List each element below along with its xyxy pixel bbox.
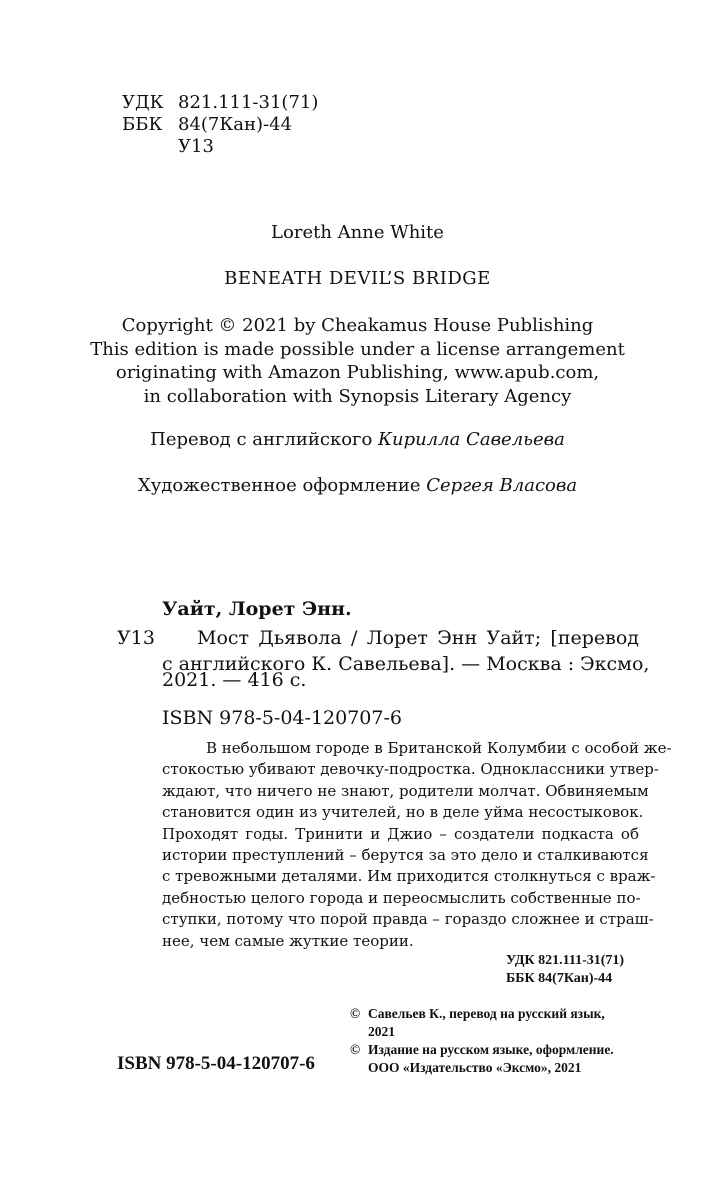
design-credit [0,475,715,497]
copyright-translation [350,1005,605,1041]
annotation-line: дебностью целого города и переосмыслить собственные по- [162,888,641,907]
copyright-line: originating with Amazon Publishing, www.apub.com, [115,362,600,383]
annotation-line: с тревожными деталями. Им приходится столкнуться с враж- [162,867,656,886]
annotation-line: нее, чем самые жуткие теории. [162,931,414,950]
classification-block [122,92,318,158]
translation-label: Перевод с английского [150,429,373,450]
copyright-symbol: © [350,1042,361,1057]
copyright-line: This edition is made possible under a license arrangement [90,338,625,360]
annotation-udk: УДК 821.111-31(71) [506,953,625,968]
copyright-edition [350,1041,614,1077]
entry-isbn: ISBN 978-5-04-120707-6 [162,707,402,729]
annotation-bbk: ББК 84(7Кан)-44 [506,971,613,986]
annotation-line: стокостью убивают девочку-подростка. Одноклассники утвер- [162,760,659,779]
copyright-notice [0,314,715,408]
annotation-line: истории преступлений – берутся за это дело и сталкиваются [162,846,649,865]
entry-mark: У13 [117,627,155,649]
annotation-line: ступки, потому что порой правда – гораздо сложнее и страш- [162,910,654,929]
copyright-edition-text: Издание на русском языке, оформление. [368,1042,614,1057]
copyright-symbol: © [350,1006,361,1021]
copyright-translation-text: Савельев К., перевод на русский язык, [368,1006,605,1021]
designer-name: Сергея Власова [426,475,578,496]
copyright-line: in collaboration with Synopsis Literary Agency [143,385,572,407]
bbk-label: ББК [122,114,163,135]
entry-heading: Уайт, Лорет Энн. [162,598,352,620]
entry-line-3: 2021. — 416 с. [162,669,307,691]
annotation [162,738,672,952]
udk-value: 821.111-31(71) [178,92,319,113]
original-title: BENEATH DEVIL’S BRIDGE [224,268,491,289]
annotation-line: становится один из учителей, но в деле уйма несостыковок. [162,803,644,822]
author-mark: У13 [178,136,214,157]
original-author: Loreth Anne White [271,222,444,243]
annotation-line: Проходят годы. Тринити и Джио – создатели подкаста об [162,824,639,843]
design-label: Художественное оформление [137,475,421,496]
udk-label: УДК [122,92,164,113]
translator-name: Кирилла Савельева [378,429,565,450]
annotation-line: ждают, что ничего не знают, родители молчат. Обвиняемым [162,781,649,800]
bbk-value: 84(7Кан)-44 [178,114,293,135]
copyright-translation-year: 2021 [368,1024,395,1039]
copyright-edition-publisher: ООО «Издательство «Эксмо», 2021 [368,1060,582,1075]
annotation-line: В небольшом городе в Британской Колумбии с особой же- [206,739,672,757]
copyright-line: Copyright © 2021 by Cheakamus House Publishing [121,315,594,336]
entry-line-2: с английского К. Савельева]. — Москва : Эксмо, [162,653,650,675]
footer-isbn: ISBN 978-5-04-120707-6 [117,1053,315,1074]
translation-credit [0,429,715,451]
entry-line-1: Мост Дьявола / Лорет Энн Уайт; [перевод [197,627,639,649]
